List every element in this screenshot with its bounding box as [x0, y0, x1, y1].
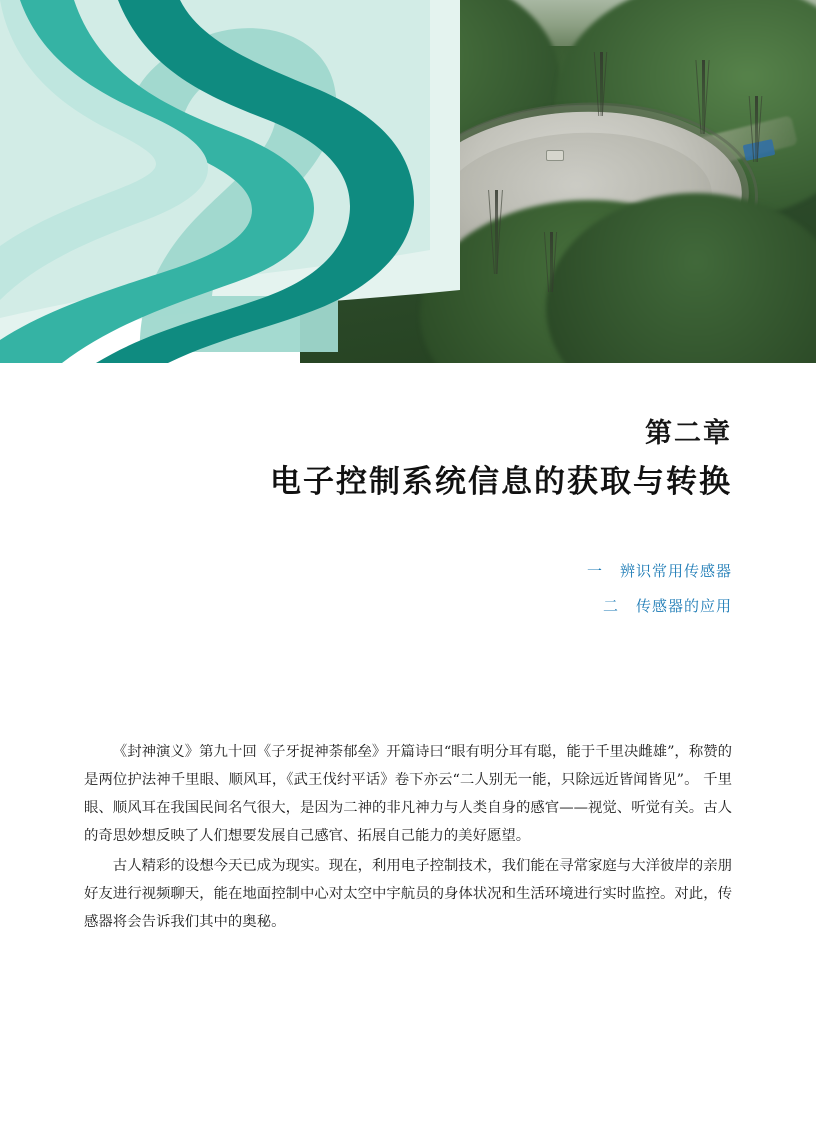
paragraph-1: 《封神演义》第九十回《子牙捉神荼郁垒》开篇诗曰“眼有明分耳有聪，能于千里决雌雄”，称赞的是两位护法神千里眼、顺风耳，《武王伐纣平话》卷下亦云“二人别无一能，只除远近皆闻皆见”。 千里眼、顺风耳在我国民间名气很大，是因为二神的非凡神力与人类自身的感官——视觉、听觉有关。古人的奇思妙想反映了人们想要发展自己感官、拓展自己能力的美好愿望。 [84, 744, 732, 844]
support-tower [755, 96, 758, 162]
banner-photo-fast-telescope [300, 0, 816, 363]
support-tower [495, 190, 498, 274]
ribbon-mid [0, 0, 314, 363]
page-title: 电子控制系统信息的获取与转换 [270, 463, 732, 500]
toc-item-1-label: 辨识常用传感器 [619, 562, 732, 580]
chapter-title-block [0, 415, 816, 504]
ribbon-light [0, 0, 208, 300]
chapter-toc [0, 560, 816, 630]
chapter-banner [0, 0, 816, 363]
toc-item-1[interactable] [0, 560, 732, 581]
support-tower [600, 52, 603, 116]
toc-item-2-index: 二 [602, 597, 619, 615]
chapter-intro-text [84, 738, 732, 938]
toc-item-2[interactable] [0, 595, 732, 616]
toc-item-2-label: 传感器的应用 [635, 597, 732, 615]
toc-item-1-index: 一 [586, 562, 603, 580]
support-tower [364, 48, 367, 126]
chapter-number: 第二章 [645, 418, 732, 449]
support-tower [428, 28, 431, 94]
feed-cabin [546, 150, 564, 161]
support-tower [702, 60, 705, 134]
paragraph-2: 古人精彩的设想今天已成为现实。现在，利用电子控制技术，我们能在寻常家庭与大洋彼岸的亲朋好友进行视频聊天，能在地面控制中心对太空中宇航员的身体状况和生活环境进行实时监控。对此，传感器将会告诉我们其中的奥秘。 [84, 858, 732, 930]
support-tower [550, 232, 553, 292]
